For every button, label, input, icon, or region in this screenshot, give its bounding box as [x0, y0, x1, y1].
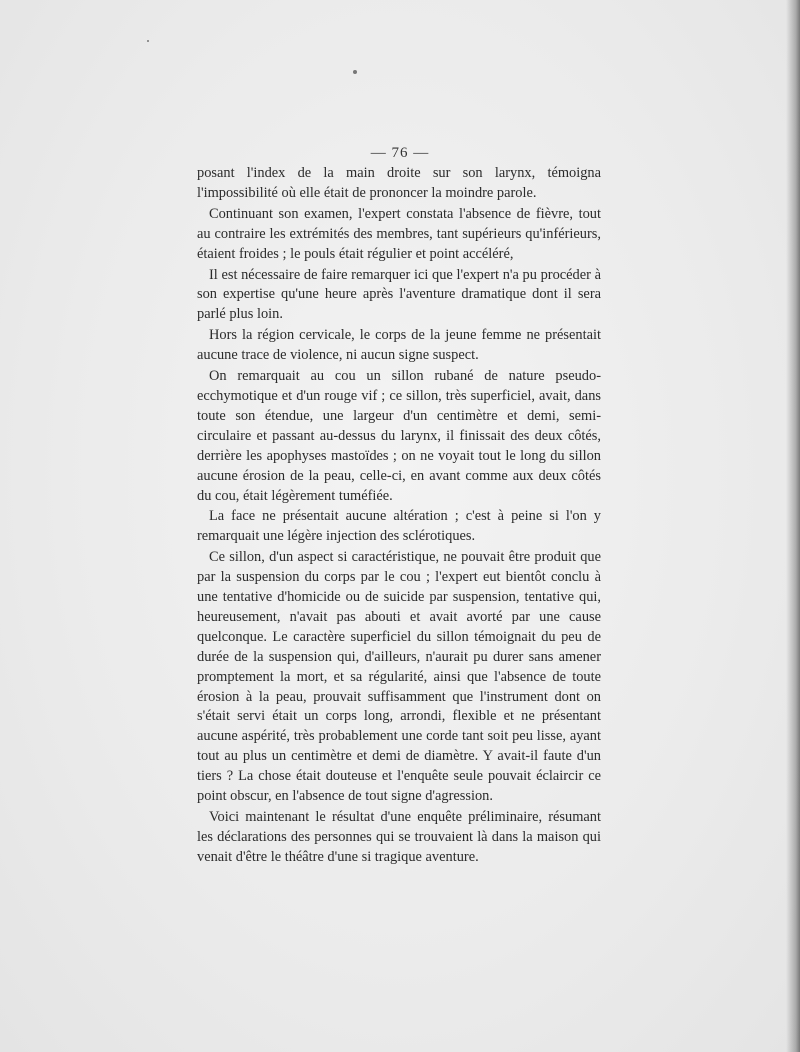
paragraph: On remarquait au cou un sillon rubané de nature pseudo-ecchymotique et d'un rouge vif ; ce sillon, très superficiel, avait, dans toute son étendue, une largeur d'un centimètre et demi, semi-circulaire et passant au-dessus du larynx, il finissait des deux côtés, derrière les apophyses mastoïdes ; on ne voyait tout le long du sillon aucune érosion de la peau, celle-ci, en avant comme aux deux côtés du cou, était légèrement tuméfiée.	[197, 368, 601, 504]
paragraph: Ce sillon, d'un aspect si caractéristique, ne pouvait être produit que par la suspension du corps par le cou ; l'expert eut bientôt conclu à une tentative d'homicide ou de suicide par suspension, tentative qui, heureusement, n'avait pas abouti et avait avorté par une cause quelconque. Le caractère superficiel du sillon témoignait du peu de durée de la suspension qui, d'ailleurs, n'aurait pu durer sans amener promptement la mort, et sa régularité, ainsi que l'absence de toute érosion à la peau, prouvait suffisamment que l'instrument dont on s'était servi était un corps long, arrondi, flexible et ne présentant aucune aspérité, très probablement une corde tant soit peu lisse, ayant tout au plus un centimètre et demi de diamètre. Y avait-il faute d'un tiers ? La chose était douteuse et l'enquête seule pouvait éclaircir ce point obscur, en l'absence de tout signe d'agression.	[197, 549, 601, 805]
paragraph: posant l'index de la main droite sur son larynx, témoigna l'impossibilité où elle était de prononcer la moindre parole.	[197, 165, 601, 201]
paragraph: Voici maintenant le résultat d'une enquête préliminaire, résumant les déclarations des personnes qui se trouvaient là dans la maison qui venait d'être le théâtre d'une si tragique aventure.	[197, 809, 601, 865]
paragraph: La face ne présentait aucune altération ; c'est à peine si l'on y remarquait une légère injection des sclérotiques.	[197, 508, 601, 545]
paragraph: Il est nécessaire de faire remarquer ici que l'expert n'a pu procéder à son expertise qu'une heure après l'aventure dramatique dont il sera parlé plus loin.	[197, 266, 601, 323]
paragraph: Continuant son examen, l'expert constata l'absence de fièvre, tout au contraire les extrémités des membres, tant supérieurs qu'inférieurs, étaient froides ; le pouls était régulier et point accéléré,	[197, 205, 601, 262]
page-number: — 76 —	[370, 145, 430, 161]
ink-speck	[353, 70, 357, 74]
paragraph: Hors la région cervicale, le corps de la jeune femme ne présentait aucune trace de violence, ni aucun signe suspect.	[197, 327, 601, 364]
page-edge-shadow	[786, 0, 800, 1052]
body-text	[197, 164, 601, 868]
ink-speck	[147, 40, 149, 42]
